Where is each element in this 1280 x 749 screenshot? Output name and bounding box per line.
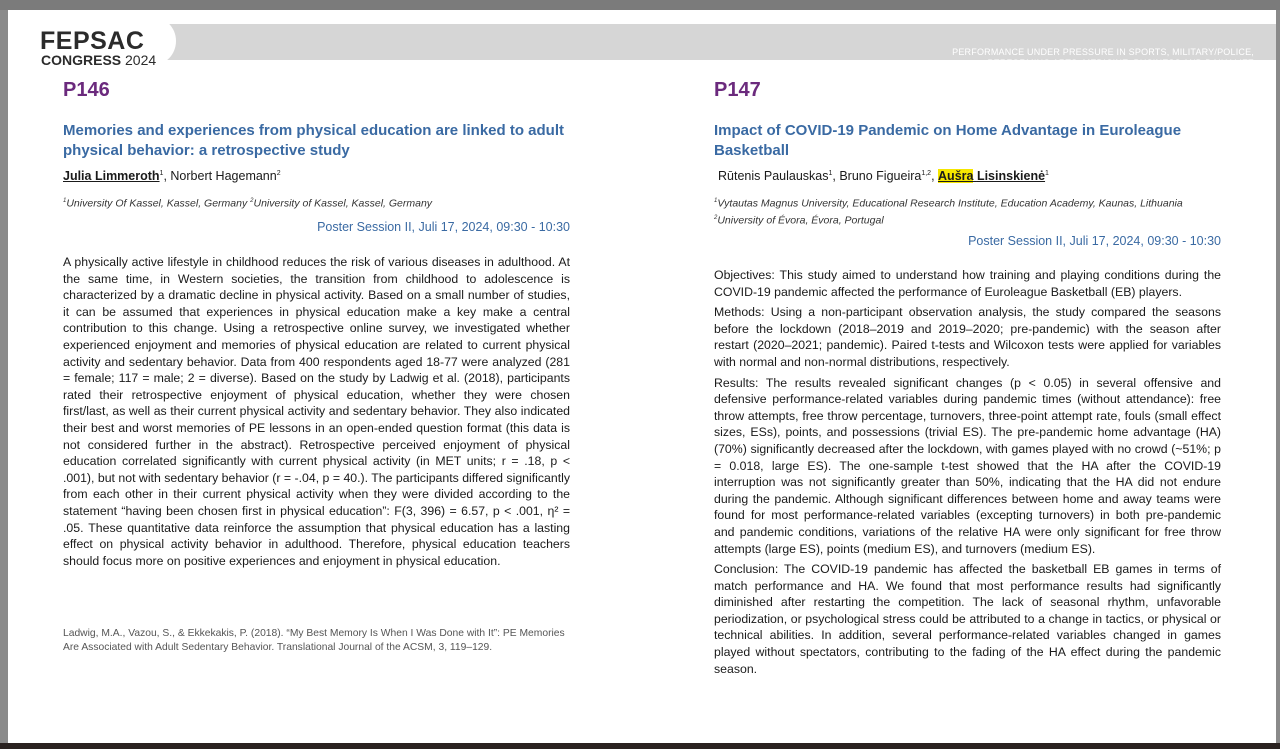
coauthor: Norbert Hagemann (170, 169, 277, 183)
abstract-body (63, 254, 570, 573)
reference: Ladwig, M.A., Vazou, S., & Ekkekakis, P. (2018). “My Best Memory Is When I Was Done with It”: PE Memories Are Associated with Adult Sedentary Behavior. Translational Journal of the ACSM, 3, 119–129. (63, 628, 565, 653)
session-info: Poster Session II, Juli 17, 2024, 09:30 - 10:30 (968, 234, 1221, 248)
author-list (63, 169, 570, 183)
viewer-top-bar (0, 0, 1280, 10)
author-list (718, 169, 1225, 183)
author-separator: , (931, 169, 939, 183)
affiliation-1: Vytautas Magnus University, Educational Research Institute, Education Academy, Kaunas, Lithuania (717, 197, 1183, 210)
abstract-title: Impact of COVID-19 Pandemic on Home Advantage in Euroleague Basketball (714, 122, 1182, 159)
aff-sup: 2 (250, 198, 254, 204)
aff-sup: 2 (714, 214, 718, 221)
affiliations (63, 194, 570, 211)
logo-congress-text (41, 52, 156, 68)
tagline-line-2: PERFORMING ARTS, MEDICINE, BUSINESS AND DAILY LIFE (987, 58, 1254, 68)
author-sup: 1 (1045, 169, 1049, 177)
aff-sup: 1 (63, 198, 67, 204)
presenter-last-name: Lisinskienė (976, 169, 1046, 183)
poster-id: P147 (714, 79, 761, 101)
fepsac-logo (8, 16, 176, 66)
author: Bruno Figueira (839, 169, 922, 183)
document-page (8, 10, 1276, 743)
aff-sup: 1 (714, 198, 718, 204)
affiliations (714, 194, 1221, 227)
header-band (158, 24, 1276, 68)
author-sup: 1 (828, 169, 833, 177)
presenting-author (938, 169, 1045, 183)
session-info: Poster Session II, Juli 17, 2024, 09:30 - 10:30 (317, 220, 570, 234)
presenting-author: Julia Limmeroth (63, 169, 160, 183)
methods-paragraph: Methods: Using a non-participant observation analysis, the study compared the seasons before the lockdown (2018–2019 and 2019–2020; pre-pandemic) with the season after restart (2020–2021; pandemic). Paired t-tests and Wilcoxon tests were applied for variables with normal and non-normal distributions, respectively. (714, 305, 1221, 369)
author: Rūtenis Paulauskas (718, 169, 829, 183)
congress-tagline (834, 47, 1254, 69)
abstract-title: Memories and experiences from physical education are linked to adult physical behavior: a retrospective study (63, 122, 564, 159)
author-separator: , (163, 169, 171, 183)
abstract-paragraph: A physically active lifestyle in childhood reduces the risk of various diseases in adulthood. At the same time, in Western societies, the transition from childhood to adolescence is characterized by a dramatic decline in physical activity. Based on a small number of studies, it can be assumed that experiences in physical education make a key make a central contribution to this change. Using a retrospective online survey, we investigated whether experienced enjoyment and memories of physical education are related to current physical activity and sedentary behavior. Data from 400 respondents aged 18-77 were analyzed (281 = female; 117 = male; 2 = diverse). Based on the study by Ladwig et al. (2018), participants rated their retrospective enjoyment of physical education, whether they were chosen first/last, as well as their current physical activity and sedentary behavior. They also indicated their best and worst memories of PE lessons in an open-ended question format (this data is not considered further in the abstract). Retrospective perceived enjoyment of physical education correlated significantly with current physical activity (in MET units; r = .18, p < .001), but not with sedentary behavior (r = -.04, p = 40.). The participants differed significantly from each other in their current physical activity when they were divided according to the statement “having been chosen first in physical education”: F(3, 396) = 6.57, p < .001, η² = .05. These quantitative data reinforce the assumption that physical education has a lasting effect on physical activity behavior in adulthood. Therefore, physical education teachers should focus more on positive experiences and enjoyment in physical education. (63, 255, 570, 568)
logo-year: 2024 (125, 52, 157, 68)
affiliation-2: University of Kassel, Kassel, Germany (253, 197, 433, 210)
highlighted-name: Aušra (938, 169, 974, 183)
conclusion-paragraph: Conclusion: The COVID-19 pandemic has affected the basketball EB games in terms of match performance and HA. We found that most performance results had significantly diminished after restarting the competition. The lack of seasonal rhythm, unfavorable periodization, or psychological stress could be attributed to a change in tactics, or physical or technical abilities. In addition, several performance-related variables changed in games played without spectators, contributing to the fading of the HA effect during the pandemic season. (714, 562, 1221, 676)
abstract-body (714, 267, 1221, 681)
logo-congress-word: CONGRESS (41, 52, 122, 68)
author-separator: , (832, 169, 840, 183)
affiliation-1: University Of Kassel, Kassel, Germany (66, 197, 251, 210)
author-sup: 1,2 (921, 169, 932, 177)
viewer-bottom-bar (0, 743, 1280, 749)
objectives-paragraph: Objectives: This study aimed to understand how training and playing conditions during the COVID-19 pandemic affected the performance of Euroleague Basketball (EB) players. (714, 268, 1221, 299)
author-sup: 1 (159, 169, 164, 177)
results-paragraph: Results: The results revealed significant changes (p < 0.05) in several offensive and defensive performance-related variables during pandemic times (without attendance): free throw attempts, free throw percentage, turnovers, three-point attempt rate, fouls (small effect sizes, ESs), points, and possessions (trivial ES). The pre-pandemic home advantage (HA) (70%) significantly decreased after the lockdown, with games played with no crowd (~51%; p = 0.018, large ES). The one-sample t-test showed that the HA after the COVID-19 interruption was not significantly greater than 50%, indicating that the HA did not endure during the pandemic. Although significant differences between home and away teams were found for most performance-related variables (excepting turnovers) in both pre-pandemic and pandemic conditions, variations of the relative HA were only significant for free throw attempts (large ES), points (medium ES), and turnovers (medium ES). (714, 375, 1221, 556)
logo-fepsac-text: FEPSAC (40, 27, 145, 55)
tagline-line-1: PERFORMANCE UNDER PRESSURE IN SPORTS, MILITARY/POLICE, (952, 47, 1254, 57)
affiliation-2: University of Évora, Évora, Portugal (717, 214, 884, 226)
author-sup: 2 (276, 169, 281, 177)
poster-id: P146 (63, 79, 110, 101)
